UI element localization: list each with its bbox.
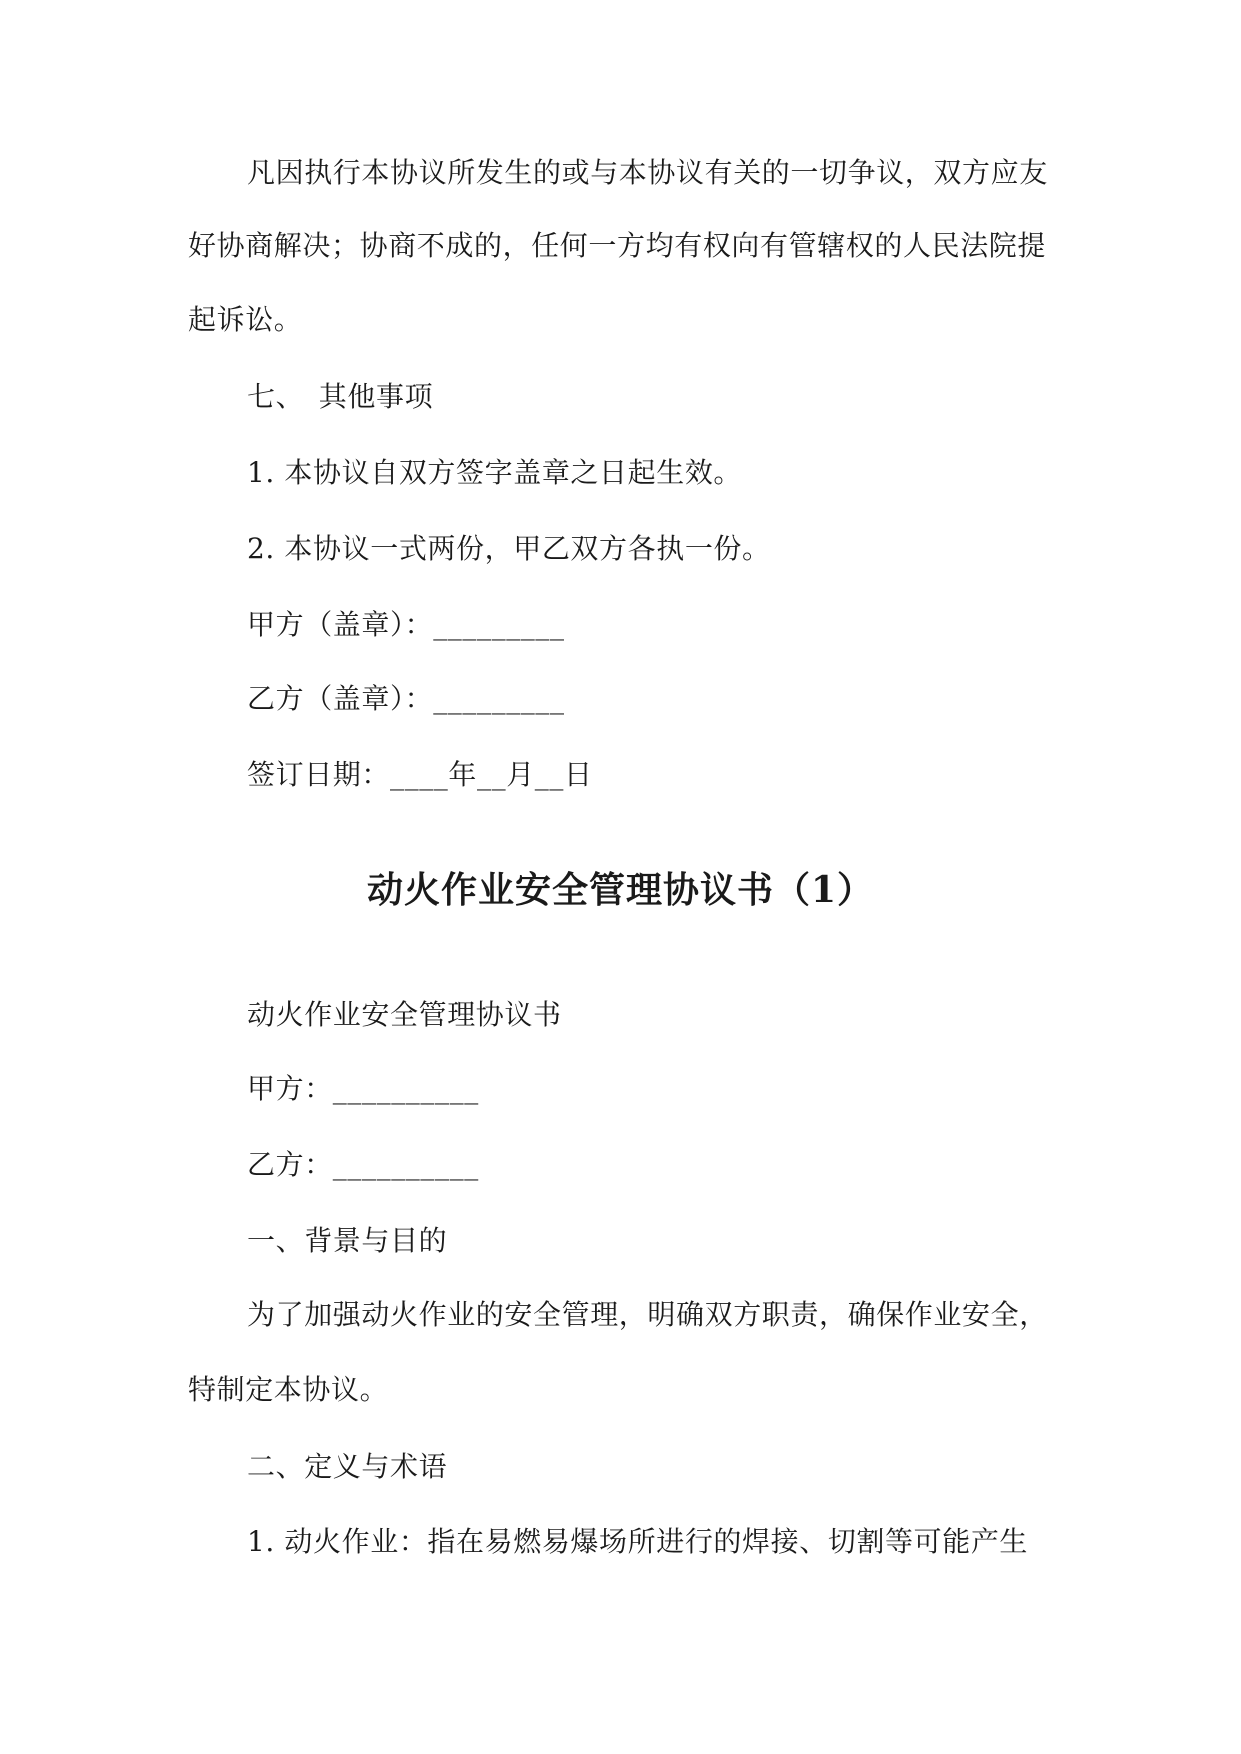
section-seven-heading: 七、 其他事项 (247, 380, 434, 413)
party-a-seal-line: 甲方（盖章）：_________ (247, 608, 565, 641)
clause-item-2: 2. 本协议一式两份，甲乙双方各执一份。 (247, 532, 771, 565)
definition-item-1: 1. 动火作业：指在易燃易爆场所进行的焊接、切割等可能产生 (247, 1525, 1029, 1558)
party-b-seal-line: 乙方（盖章）：_________ (247, 682, 565, 715)
purpose-paragraph-line-1: 为了加强动火作业的安全管理，明确双方职责，确保作业安全， (247, 1298, 1048, 1331)
section-two-heading: 二、定义与术语 (247, 1450, 448, 1483)
clause-item-1: 1. 本协议自双方签字盖章之日起生效。 (247, 456, 743, 489)
signing-date-line: 签订日期：____年__月__日 (247, 758, 593, 791)
dispute-paragraph-line-3: 起诉讼。 (188, 303, 303, 336)
dispute-paragraph-line-2: 好协商解决；协商不成的，任何一方均有权向有管辖权的人民法院提 (188, 229, 1047, 262)
section-one-heading: 一、背景与目的 (247, 1224, 448, 1257)
document-title: 动火作业安全管理协议书（1） (366, 869, 875, 911)
agreement-subtitle: 动火作业安全管理协议书 (247, 998, 562, 1031)
party-b-line: 乙方：__________ (247, 1148, 479, 1181)
dispute-paragraph-line-1: 凡因执行本协议所发生的或与本协议有关的一切争议，双方应友 (247, 156, 1048, 189)
party-a-line: 甲方：__________ (247, 1072, 479, 1105)
purpose-paragraph-line-2: 特制定本协议。 (188, 1373, 389, 1406)
